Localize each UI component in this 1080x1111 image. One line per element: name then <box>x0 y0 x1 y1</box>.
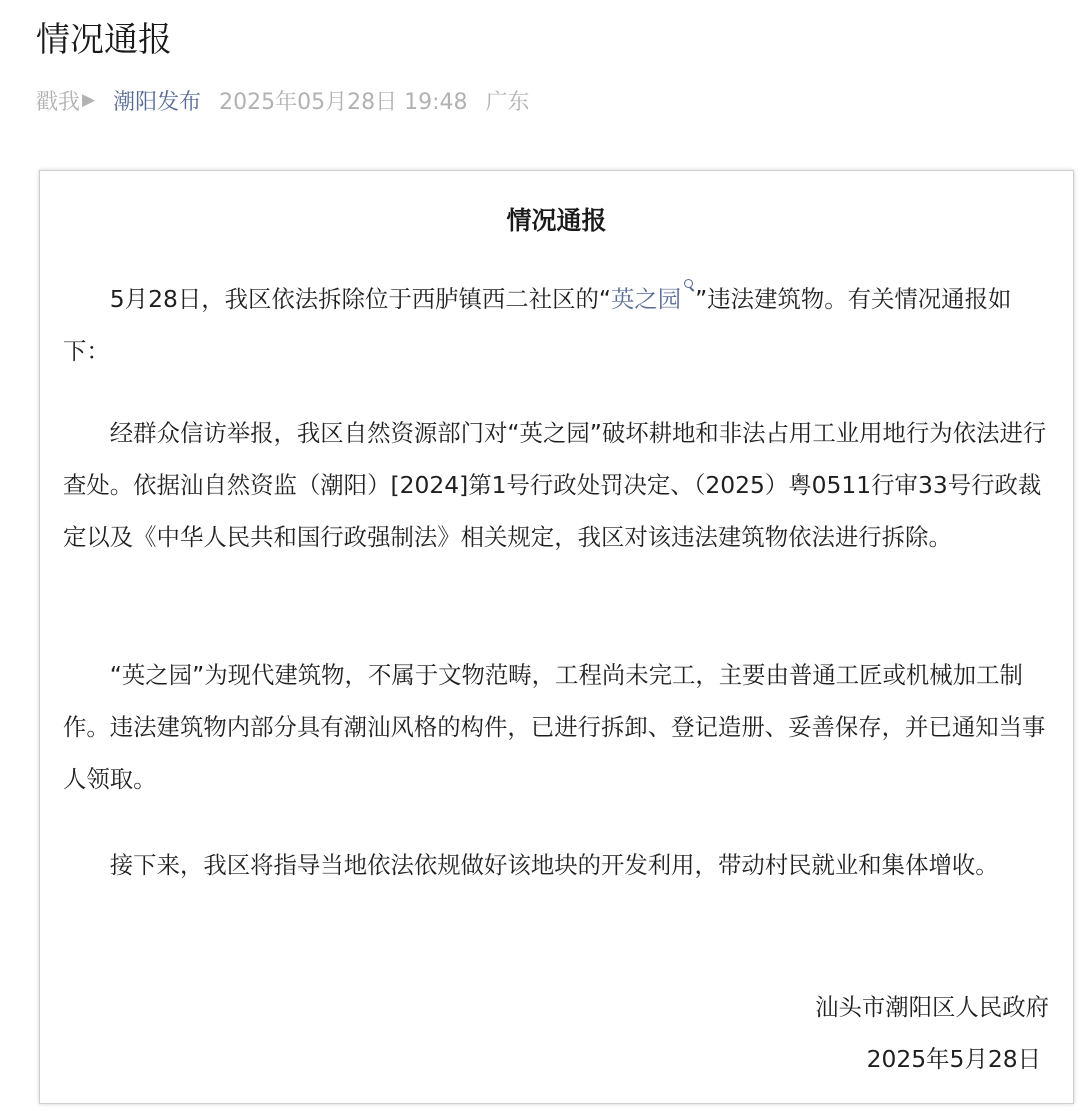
p1-text-after: ”违法建筑物。有关情况通报如下： <box>63 285 1012 365</box>
notice-paragraph-4: 接下来，我区将指导当地依法依规做好该地块的开发利用，带动村民就业和集体增收。 <box>109 851 999 879</box>
publish-location: 广东 <box>485 89 530 115</box>
signature-date: 2025年5月28日 <box>866 1045 1041 1073</box>
notice-signature <box>815 981 1049 1085</box>
p1-text-before: 5月28日，我区依法拆除位于西胪镇西二社区的“ <box>109 285 611 313</box>
search-icon <box>683 279 695 293</box>
notice-image-card <box>39 170 1074 1104</box>
search-term-link[interactable] <box>611 285 695 313</box>
sou-label: 戳我 <box>36 89 81 115</box>
sou-button[interactable] <box>36 85 95 116</box>
play-triangle-icon: ▶ <box>82 90 96 110</box>
search-term-label: 英之园 <box>610 285 682 313</box>
article-title: 情况通报 <box>36 20 172 60</box>
signature-organization: 汕头市潮阳区人民政府 <box>815 993 1049 1021</box>
notice-paragraph-3: “英之园”为现代建筑物，不属于文物范畴，工程尚未完工，主要由普通工匠或机械加工制作。违法建筑物内部分具有潮汕风格的构件，已进行拆卸、登记造册、妥善保存，并已通知当事人领取。 <box>63 661 1046 793</box>
notice-paragraph-1 <box>63 273 1053 377</box>
publish-datetime: 2025年05月28日 19:48 <box>219 89 468 115</box>
article-meta <box>36 84 530 116</box>
notice-heading: 情况通报 <box>506 206 607 235</box>
notice-paragraph-2: 经群众信访举报，我区自然资源部门对“英之园”破坏耕地和非法占用工业用地行为依法进行查处。依据汕自然资监（潮阳）[2024]第1号行政处罚决定、（2025）粤0511行审33号行政裁定以及《中华人民共和国行政强制法》相关规定，我区对该违法建筑物依法进行拆除。 <box>63 419 1047 551</box>
account-name-link[interactable]: 潮阳发布 <box>113 89 202 115</box>
